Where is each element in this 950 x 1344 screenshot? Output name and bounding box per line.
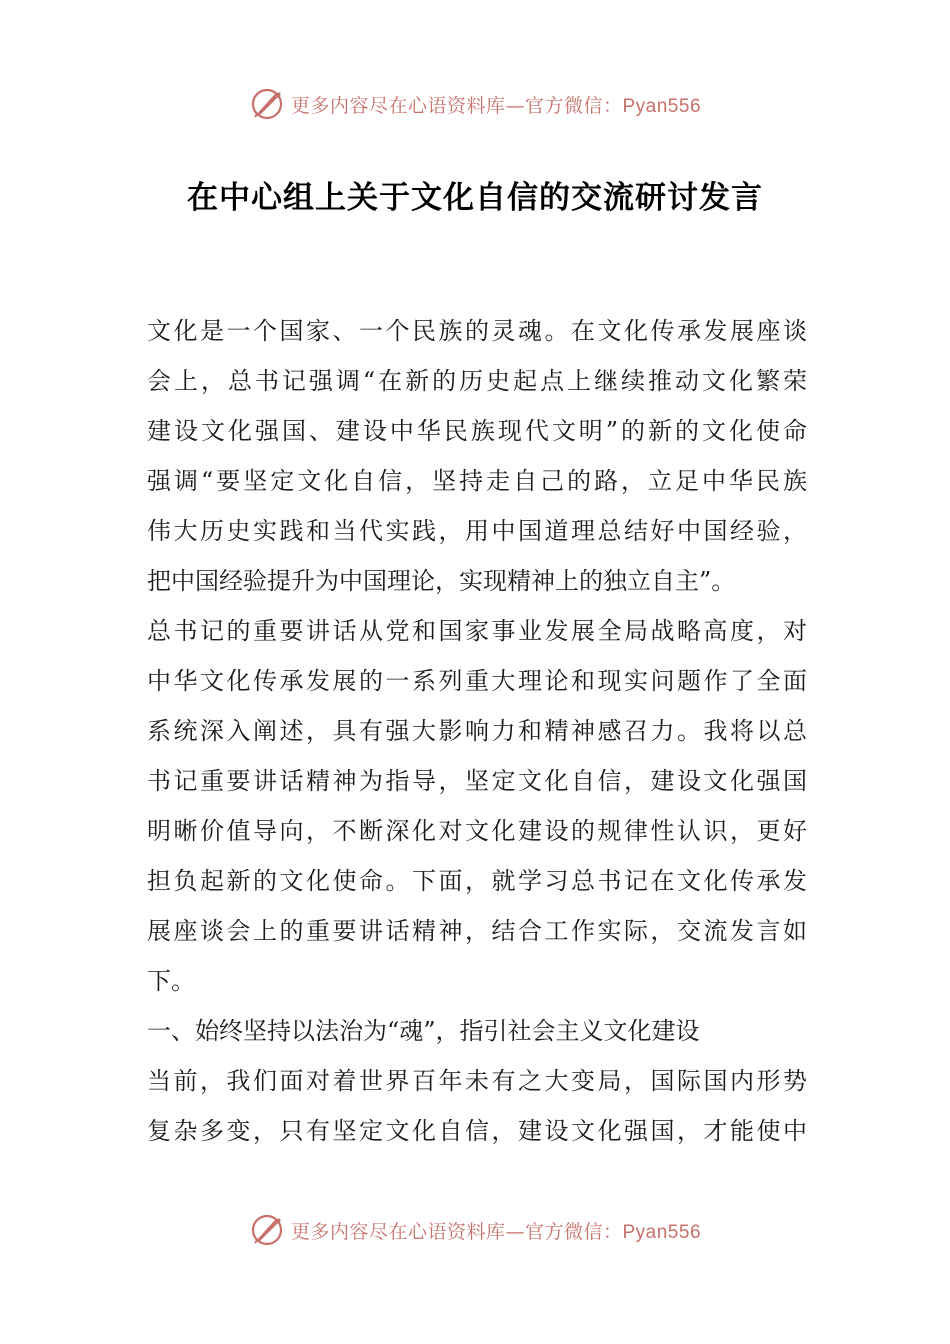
- document-body: [147, 306, 807, 1156]
- body-line: 担负起新的文化使命。下面，就学习总书记在文化传承发: [147, 867, 807, 895]
- body-line: 把中国经验提升为中国理论，实现精神上的独立自主”。: [147, 567, 736, 595]
- body-line: 中华文化传承发展的一系列重大理论和现实问题作了全面: [147, 667, 807, 695]
- body-line: 书记重要讲话精神为指导，坚定文化自信，建设文化强国: [147, 767, 807, 795]
- watermark-brand: 更多内容尽在心语资料库—: [290, 94, 525, 117]
- watermark-wechat-label: 官方微信：: [524, 94, 623, 117]
- section-heading: 一、始终坚持以法治为“魂”，指引社会主义文化建设: [147, 1017, 700, 1045]
- body-line: 强调“要坚定文化自信，坚持走自己的路，立足中华民族: [147, 467, 807, 495]
- watermark-handle: Pyan556: [622, 1221, 702, 1243]
- quill-pen-logo-icon: [249, 1212, 285, 1248]
- header-watermark: [0, 84, 950, 124]
- watermark-handle: Pyan556: [622, 95, 702, 117]
- body-line: 建设文化强国、建设中华民族现代文明”的新的文化使命: [147, 417, 807, 445]
- body-line: 下。: [147, 967, 195, 995]
- document-title: 在中心组上关于文化自信的交流研讨发言: [187, 180, 763, 216]
- body-line: 复杂多变，只有坚定文化自信，建设文化强国，才能使中: [147, 1117, 807, 1145]
- body-line: 系统深入阐述，具有强大影响力和精神感召力。我将以总: [147, 717, 807, 745]
- body-line: 会上，总书记强调“在新的历史起点上继续推动文化繁荣: [147, 367, 807, 395]
- quill-pen-logo-icon: [249, 86, 285, 122]
- body-line: 文化是一个国家、一个民族的灵魂。在文化传承发展座谈: [147, 317, 807, 345]
- watermark-text: [291, 1217, 701, 1244]
- body-line: 明晰价值导向，不断深化对文化建设的规律性认识，更好: [147, 817, 807, 845]
- body-line: 伟大历史实践和当代实践，用中国道理总结好中国经验，: [147, 517, 807, 545]
- body-line: 展座谈会上的重要讲话精神，结合工作实际，交流发言如: [147, 917, 807, 945]
- body-line: 总书记的重要讲话从党和国家事业发展全局战略高度，对: [147, 617, 807, 645]
- footer-watermark: [0, 1210, 950, 1250]
- watermark-text: [291, 91, 701, 118]
- watermark-wechat-label: 官方微信：: [524, 1220, 623, 1243]
- body-line: 当前，我们面对着世界百年未有之大变局，国际国内形势: [147, 1067, 807, 1095]
- watermark-brand: 更多内容尽在心语资料库—: [290, 1220, 525, 1243]
